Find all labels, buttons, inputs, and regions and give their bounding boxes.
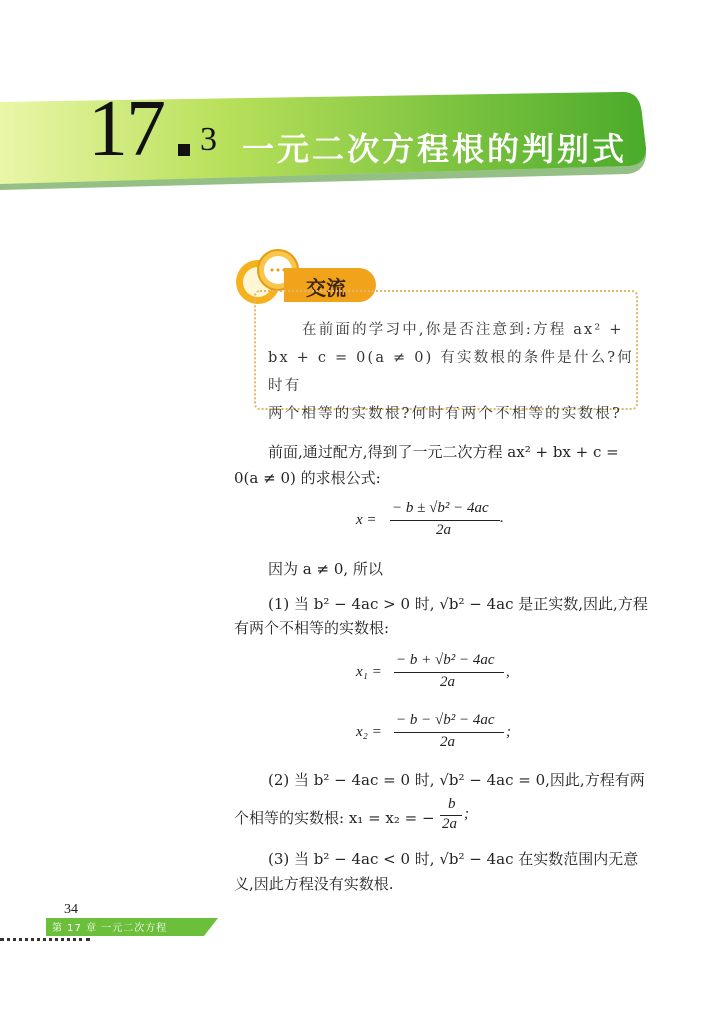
x1-fraction-bar <box>394 672 504 673</box>
paragraph-1-line-2: 0(a ≠ 0) 的求根公式: <box>234 469 381 487</box>
section-number-major: 17 <box>88 85 164 173</box>
page-number: 34 <box>64 902 78 917</box>
x1-lhs: x₁ = <box>356 664 382 680</box>
formula-denominator: 2a <box>436 522 451 538</box>
paragraph-2: 因为 a ≠ 0, 所以 <box>268 560 383 578</box>
case-3-line-2: 义,因此方程没有实数根. <box>234 875 394 893</box>
footer-dotted-line <box>0 938 90 941</box>
x2-denominator: 2a <box>440 734 455 750</box>
case-2-line-2: 个相等的实数根: x₁ = x₂ = − <box>234 809 435 827</box>
exchange-line-1: 在前面的学习中,你是否注意到:方程 ax² + <box>302 322 624 338</box>
section-number-minor: 3 <box>200 121 217 158</box>
formula-period: . <box>500 510 504 526</box>
paragraph-1-line-1: 前面,通过配方,得到了一元二次方程 ax² + bx + c = <box>268 443 619 461</box>
chapter-footer-label: 第 17 章 一元二次方程 <box>52 923 168 934</box>
case-2-line-1: (2) 当 b² − 4ac = 0 时, √b² − 4ac = 0,因此,方程有两 <box>268 771 645 789</box>
formula-numerator: − b ± √b² − 4ac <box>392 500 489 516</box>
x2-lhs: x₂ = <box>356 724 382 740</box>
case-3-line-1: (3) 当 b² − 4ac < 0 时, √b² − 4ac 在实数范围内无意 <box>268 850 639 868</box>
x1-numerator: − b + √b² − 4ac <box>396 652 495 668</box>
x2-semicolon: ; <box>506 724 511 740</box>
formula-fraction-bar <box>390 520 500 521</box>
exchange-line-2: bx + c = 0(a ≠ 0) 有实数根的条件是什么?何时有 <box>268 350 634 394</box>
exchange-text <box>268 316 638 428</box>
case-1-line-2: 有两个不相等的实数根: <box>234 619 390 637</box>
case-2-semicolon: ; <box>464 806 469 822</box>
exchange-tag-label: 交流 <box>306 276 346 300</box>
x2-numerator: − b − √b² − 4ac <box>396 712 495 728</box>
case-2-numerator: b <box>448 796 456 812</box>
exchange-line-3: 两个相等的实数根?何时有两个不相等的实数根? <box>268 406 622 422</box>
formula-lhs: x = <box>356 512 377 528</box>
x2-fraction-bar <box>394 732 504 733</box>
case-2-denominator: 2a <box>442 816 457 832</box>
section-number-dot <box>178 144 190 156</box>
x1-comma: , <box>506 664 510 680</box>
case-1-line-1: (1) 当 b² − 4ac > 0 时, √b² − 4ac 是正实数,因此,方程 <box>268 595 648 613</box>
section-title: 一元二次方程根的判别式 <box>242 130 628 168</box>
x1-denominator: 2a <box>440 674 455 690</box>
